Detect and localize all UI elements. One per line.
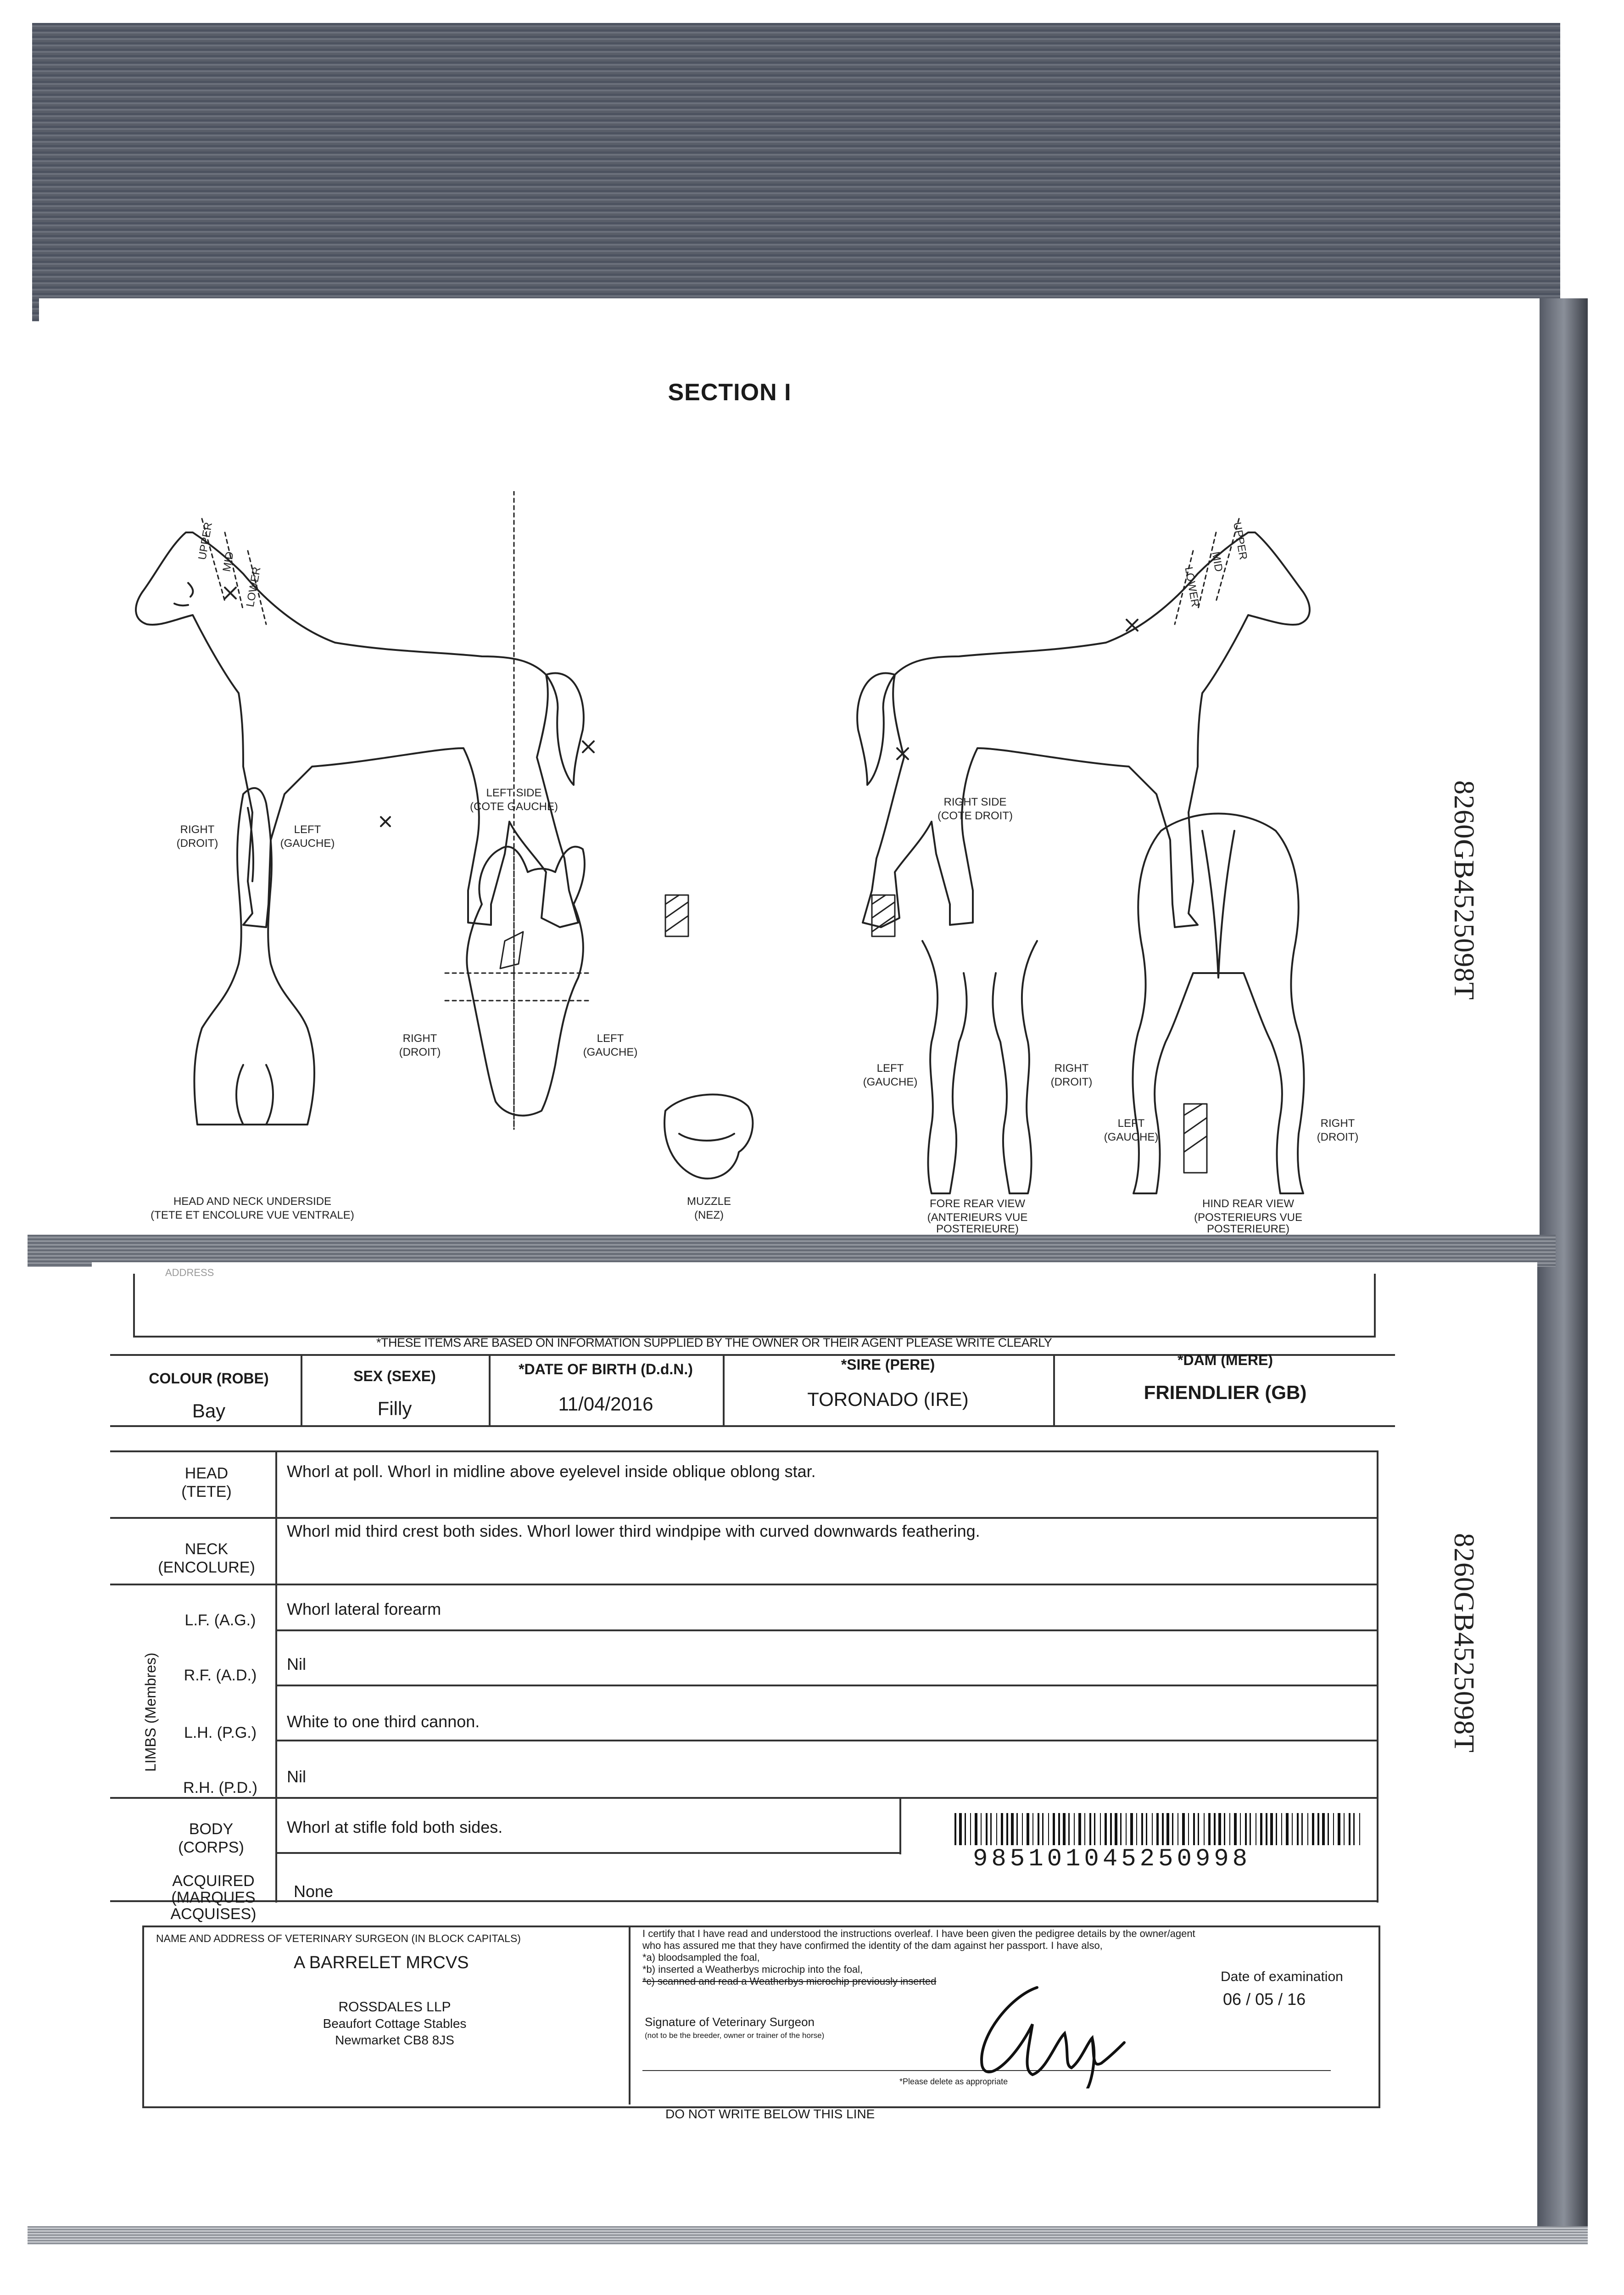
lf-label: L.F. (A.G.)	[184, 1612, 256, 1629]
label-right-hind: RIGHT	[1320, 1117, 1355, 1130]
label-right-fore: RIGHT	[1054, 1062, 1089, 1075]
neck-zone-lines	[202, 519, 1239, 624]
barcode-bar	[981, 1813, 982, 1845]
barcode-bar	[1182, 1813, 1185, 1845]
body-label	[156, 1820, 266, 1857]
label-head-neck-underside-fr: (TETE ET ENCOLURE VUE VENTRALE)	[151, 1209, 354, 1221]
barcode-bar	[1074, 1813, 1075, 1845]
label-mid-left: MID	[220, 550, 236, 573]
barcode-bar	[1022, 1813, 1023, 1845]
exam-year: 16	[1287, 1990, 1306, 2009]
label-hind-rear-fr2: POSTERIEURE)	[1206, 1223, 1290, 1235]
barcode-bar	[1126, 1813, 1127, 1845]
barcode-bar	[1286, 1813, 1289, 1845]
barcode-bar	[1120, 1813, 1122, 1845]
rf-label: R.F. (A.D.)	[184, 1667, 257, 1684]
neck-markings: Whorl mid third crest both sides. Whorl lower third windpipe with curved downwards feathering.	[287, 1522, 980, 1540]
barcode-bar	[1006, 1813, 1008, 1845]
grid-line	[110, 1797, 1377, 1799]
label-left-side-fr: (COTE GAUCHE)	[470, 800, 558, 813]
label-fore-rear-fr1: (ANTERIEURS VUE	[927, 1211, 1028, 1224]
label-left-head: LEFT	[597, 1032, 624, 1045]
vet-practice	[294, 1999, 496, 2049]
dam-label: *DAM (MERE)	[1178, 1352, 1273, 1368]
date-separator: /	[1278, 1990, 1288, 2009]
label-left-side: LEFT SIDE	[486, 787, 542, 799]
exam-date-label: Date of examination	[1221, 1969, 1343, 1984]
dob-value: 11/04/2016	[558, 1393, 653, 1415]
signature-label: Signature of Veterinary Surgeon	[645, 2015, 815, 2029]
label-lower-left: LOWER	[244, 566, 263, 608]
barcode-bar	[1063, 1813, 1066, 1845]
sire-value: TORONADO (IRE)	[807, 1388, 969, 1410]
neck-label-en: NECK	[184, 1540, 229, 1558]
barcode-bar	[1312, 1813, 1314, 1845]
label-right-side: RIGHT SIDE	[943, 796, 1007, 808]
label-lower-right: LOWER	[1182, 566, 1202, 608]
barcode-bar	[1115, 1813, 1117, 1845]
barcode-bar	[1338, 1813, 1340, 1845]
grid-line	[629, 1926, 631, 2105]
colour-value: Bay	[192, 1400, 226, 1422]
rh-markings: Nil	[287, 1767, 306, 1786]
hind-legs-rear-view-outline	[1133, 814, 1304, 1194]
delete-note: *Please delete as appropriate	[899, 2077, 1008, 2086]
label-upper-right: UPPER	[1230, 521, 1250, 561]
label-left-head-fr: (GAUCHE)	[583, 1046, 638, 1058]
label-left-head-neck: LEFT	[294, 823, 321, 836]
vet-signature	[954, 1969, 1129, 2088]
label-head-neck-underside: HEAD AND NECK UNDERSIDE	[173, 1195, 332, 1208]
grid-line	[275, 1629, 1377, 1631]
barcode-bar	[1204, 1813, 1205, 1845]
barcode-bar	[1214, 1813, 1216, 1845]
address-box	[133, 1274, 1376, 1338]
grid-line	[110, 1517, 1377, 1519]
horse-left-side-outline	[136, 532, 584, 927]
fore-legs-rear-view-outline	[922, 941, 1037, 1193]
exam-date	[1223, 1990, 1306, 2009]
grid-line	[275, 1685, 1377, 1686]
barcode-bar	[1349, 1813, 1351, 1845]
sire-label: *SIRE (PERE)	[841, 1356, 935, 1373]
label-right-hind-fr: (DROIT)	[1317, 1131, 1359, 1143]
barcode-bar	[1245, 1813, 1247, 1845]
barcode-bar	[1333, 1813, 1334, 1845]
barcode-bar	[954, 1813, 956, 1845]
barcode-bar	[1016, 1813, 1018, 1845]
microchip-barcode	[954, 1813, 1367, 1845]
barcode-bar	[1058, 1813, 1060, 1845]
grid-line	[489, 1354, 491, 1425]
barcode-bar	[1048, 1813, 1049, 1845]
neck-label-fr: (ENCOLURE)	[158, 1559, 255, 1576]
barcode-bar	[1198, 1813, 1199, 1845]
label-hind-rear-fr1: (POSTERIEURS VUE	[1194, 1211, 1303, 1224]
label-left-head-neck-fr: (GAUCHE)	[280, 837, 335, 850]
label-muzzle: MUZZLE	[687, 1195, 731, 1208]
barcode-bar	[1188, 1813, 1189, 1845]
barcode-bar	[1156, 1813, 1159, 1845]
label-hind-rear: HIND REAR VIEW	[1202, 1198, 1295, 1210]
lh-label: L.H. (P.G.)	[184, 1724, 257, 1741]
neck-label	[147, 1540, 266, 1577]
signature-note: (not to be the breeder, owner or trainer of the horse)	[645, 2031, 825, 2040]
horse-marking-diagram	[115, 491, 1445, 1235]
grid-line	[110, 1450, 1377, 1452]
cert-line-2: who has assured me that they have confirmed the identity of the dam against her passport. I have also,	[642, 1940, 1103, 1951]
barcode-bar	[1146, 1813, 1147, 1845]
barcode-bar	[1094, 1813, 1095, 1845]
barcode-bar	[1266, 1813, 1267, 1845]
barcode-bar	[1328, 1813, 1329, 1845]
limbs-label: LIMBS (Membres)	[142, 1652, 159, 1772]
label-mid-right: MID	[1209, 550, 1225, 573]
label-left-fore-fr: (GAUCHE)	[863, 1076, 918, 1088]
head-markings: Whorl at poll. Whorl in midline above eyelevel inside oblique oblong star.	[287, 1462, 816, 1481]
barcode-bar	[975, 1813, 977, 1845]
barcode-bar	[1322, 1813, 1325, 1845]
rh-label: R.H. (P.D.)	[183, 1779, 257, 1797]
barcode-bar	[1141, 1813, 1143, 1845]
barcode-bar	[1292, 1813, 1293, 1845]
date-separator: /	[1246, 1990, 1256, 2009]
barcode-bar	[1011, 1813, 1014, 1845]
head-label-fr: (TETE)	[181, 1483, 232, 1500]
acquired-label-line2: (MARQUES	[171, 1889, 256, 1906]
barcode-bar	[1130, 1813, 1133, 1845]
footer-instruction: DO NOT WRITE BELOW THIS LINE	[665, 2107, 875, 2121]
barcode-bar	[1317, 1813, 1319, 1845]
acquired-markings: None	[294, 1882, 334, 1901]
head-label-en: HEAD	[184, 1465, 229, 1482]
grid-line	[301, 1354, 302, 1425]
label-right-head-neck: RIGHT	[180, 823, 215, 836]
barcode-bar	[1068, 1813, 1070, 1845]
barcode-bar	[1307, 1813, 1308, 1845]
label-left-fore: LEFT	[876, 1062, 904, 1075]
colour-label: COLOUR (ROBE)	[149, 1370, 269, 1387]
vet-caption: NAME AND ADDRESS OF VETERINARY SURGEON (IN BLOCK CAPITALS)	[156, 1932, 521, 1944]
barcode-bar	[986, 1813, 988, 1845]
barcode-bar	[1136, 1813, 1137, 1845]
exam-day: 06	[1223, 1990, 1242, 2009]
barcode-bar	[1250, 1813, 1251, 1845]
barcode-bar	[1084, 1813, 1085, 1845]
label-right-side-fr: (COTE DROIT)	[938, 810, 1013, 822]
grid-line	[275, 1740, 1377, 1741]
practice-address-1: Beaufort Cottage Stables	[323, 2016, 467, 2031]
barcode-bar	[1078, 1813, 1081, 1845]
lh-markings: White to one third cannon.	[287, 1712, 480, 1731]
practice-address-2: Newmarket CB8 8JS	[335, 2033, 454, 2047]
grid-line	[723, 1354, 725, 1425]
sex-value: Filly	[377, 1398, 412, 1419]
scan-shadow-top	[32, 23, 1560, 321]
barcode-bar	[1152, 1813, 1153, 1845]
grid-line	[110, 1425, 1395, 1427]
label-right-head-neck-fr: (DROIT)	[176, 837, 218, 850]
whorl-marks	[225, 588, 1138, 826]
body-markings: Whorl at stifle fold both sides.	[287, 1818, 503, 1836]
barcode-bar	[1100, 1813, 1101, 1845]
rf-markings: Nil	[287, 1655, 306, 1674]
acquired-label-line3: ACQUISES)	[170, 1905, 257, 1923]
information-notice: *THESE ITEMS ARE BASED ON INFORMATION SUPPLIED BY THE OWNER OR THEIR AGENT PLEASE WRITE CLEARLY	[376, 1336, 1052, 1349]
barcode-bar	[1359, 1813, 1360, 1845]
cert-line-1: I certify that I have read and understood the instructions overleaf. I have been given the pedigree details by the owner/agent	[642, 1928, 1195, 1939]
barcode-bar	[1353, 1813, 1355, 1845]
barcode-bar	[1224, 1813, 1225, 1845]
acquired-label-line1: ACQUIRED	[172, 1872, 255, 1890]
barcode-bar	[1001, 1813, 1003, 1845]
barcode-bar	[1162, 1813, 1164, 1845]
barcode-bar	[1105, 1813, 1107, 1845]
barcode-bar	[1172, 1813, 1173, 1845]
grid-line	[1377, 1450, 1378, 1903]
muzzle-outline	[664, 1095, 753, 1179]
barcode-bar	[1166, 1813, 1169, 1845]
grid-line	[275, 1852, 899, 1854]
barcode-bar	[996, 1813, 997, 1845]
barcode-bar	[1234, 1813, 1237, 1845]
label-muzzle-fr: (NEZ)	[694, 1209, 724, 1221]
body-label-en: BODY	[189, 1820, 234, 1838]
barcode-bar	[1276, 1813, 1277, 1845]
barcode-bar	[965, 1813, 966, 1845]
horse-right-side-outline	[857, 532, 1310, 927]
barcode-bar	[1193, 1813, 1195, 1845]
barcode-bar	[1344, 1813, 1345, 1845]
barcode-bar	[1270, 1813, 1273, 1845]
sex-label: SEX (SEXE)	[353, 1368, 436, 1384]
section-title: SECTION I	[668, 379, 792, 406]
barcode-bar	[1301, 1813, 1303, 1845]
head-label	[156, 1464, 257, 1501]
barcode-bar	[1260, 1813, 1262, 1845]
barcode-bar	[1297, 1813, 1299, 1845]
label-upper-left: UPPER	[196, 521, 215, 561]
grid-line	[275, 1450, 277, 1903]
barcode-bar	[1229, 1813, 1230, 1845]
grid-line	[1053, 1354, 1055, 1425]
barcode-bar	[1032, 1813, 1033, 1845]
label-right-fore-fr: (DROIT)	[1050, 1076, 1093, 1088]
side-code-upper: 8260GB4525098T	[1448, 780, 1479, 1000]
acquired-label	[156, 1873, 271, 1922]
barcode-bar	[1089, 1813, 1091, 1845]
lf-markings: Whorl lateral forearm	[287, 1600, 441, 1618]
vet-name: A BARRELET MRCVS	[294, 1953, 469, 1972]
barcode-bar	[1042, 1813, 1044, 1845]
barcode-bar	[970, 1813, 971, 1845]
label-left-hind-fr: (GAUCHE)	[1104, 1131, 1159, 1143]
barcode-bar	[959, 1813, 962, 1845]
label-fore-rear-fr2: POSTERIEURE)	[936, 1223, 1019, 1235]
side-code-lower: 8260GB4525098T	[1448, 1533, 1479, 1753]
practice-name: ROSSDALES LLP	[338, 1999, 451, 2015]
cert-line-3: *a) bloodsampled the foal,	[642, 1952, 760, 1963]
barcode-bar	[1240, 1813, 1241, 1845]
grid-line	[899, 1797, 901, 1854]
body-label-fr: (CORPS)	[178, 1839, 244, 1856]
barcode-bar	[1281, 1813, 1282, 1845]
grid-line	[110, 1584, 1377, 1585]
address-label: ADDRESS	[165, 1267, 214, 1278]
cert-line-5: *c) scanned and read a Weatherbys microchip previously inserted	[642, 1976, 937, 1987]
diagram-labels	[151, 521, 1358, 1235]
label-right-head-fr: (DROIT)	[399, 1046, 441, 1058]
cert-line-4: *b) inserted a Weatherbys microchip into the foal,	[642, 1964, 863, 1975]
label-fore-rear: FORE REAR VIEW	[929, 1198, 1026, 1210]
label-right-head: RIGHT	[402, 1032, 437, 1045]
barcode-bar	[1110, 1813, 1112, 1845]
exam-month: 05	[1255, 1990, 1274, 2009]
microchip-number: 985101045250998	[973, 1845, 1251, 1873]
label-left-hind: LEFT	[1117, 1117, 1145, 1130]
dob-label: *DATE OF BIRTH (D.d.N.)	[519, 1361, 693, 1377]
barcode-bar	[1208, 1813, 1211, 1845]
dam-value: FRIENDLIER (GB)	[1144, 1382, 1307, 1403]
barcode-bar	[1053, 1813, 1055, 1845]
barcode-bar	[1027, 1813, 1029, 1845]
barcode-bar	[1218, 1813, 1221, 1845]
barcode-bar	[990, 1813, 992, 1845]
barcode-bar	[1038, 1813, 1039, 1845]
scan-shadow-bottom	[28, 2226, 1588, 2245]
